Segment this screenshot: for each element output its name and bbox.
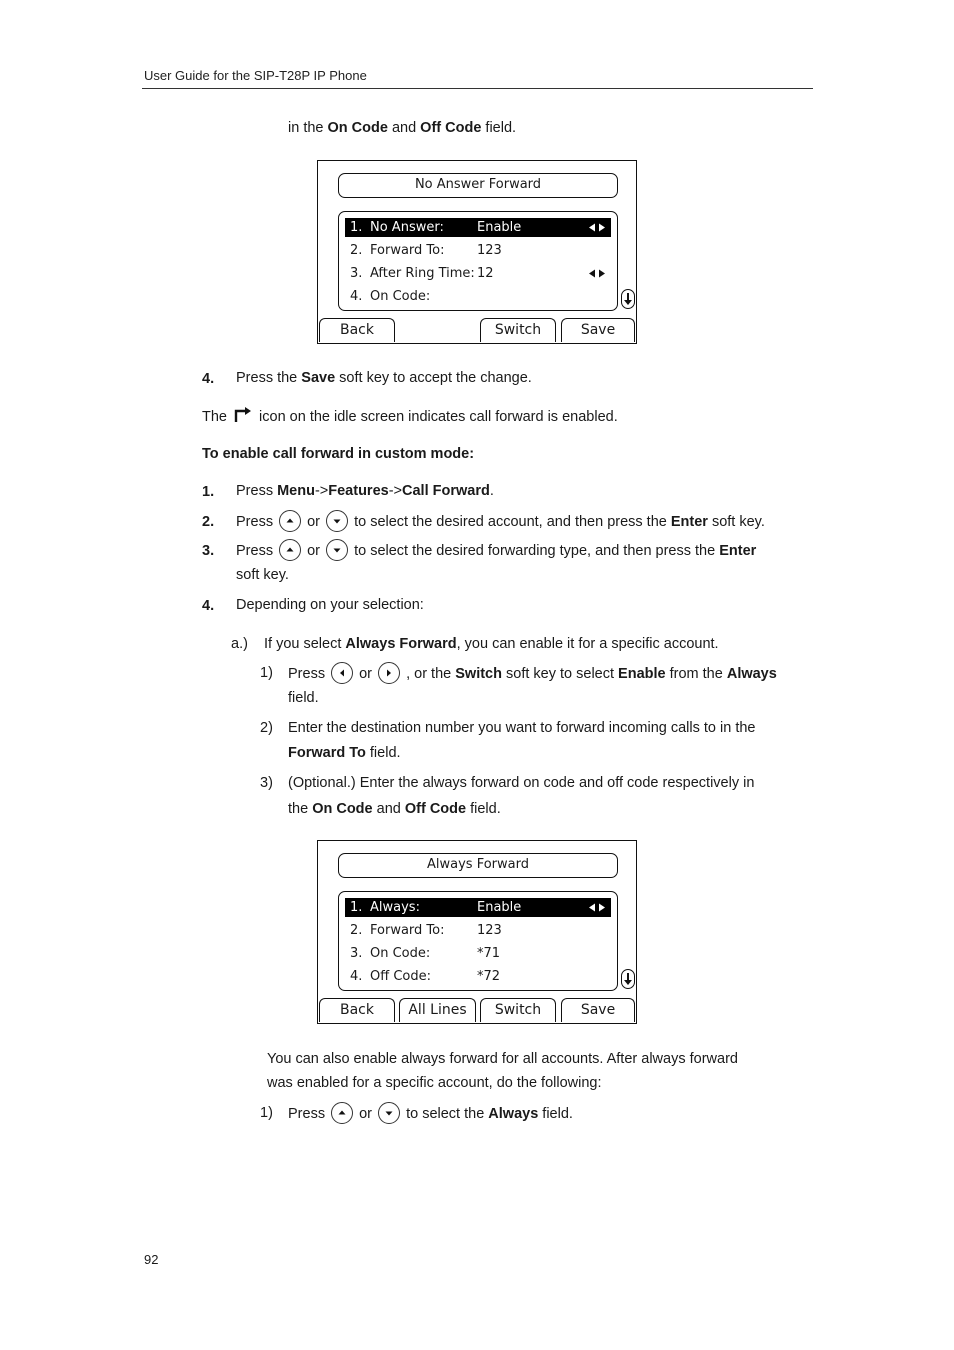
- step-save-text: [236, 368, 532, 388]
- back-softkey[interactable]: Back: [319, 998, 395, 1022]
- sub-a-step-3: (Optional.) Enter the always forward on code and off code respectively in: [288, 775, 755, 791]
- row-label: Forward To:: [370, 923, 445, 938]
- row-label: After Ring Time:: [370, 266, 475, 281]
- row-number: 3.: [350, 946, 363, 961]
- header-rule: [142, 88, 813, 89]
- text: soft key to select: [501, 665, 619, 682]
- row-number: 4.: [350, 289, 363, 304]
- text: If you select: [264, 636, 346, 652]
- all-lines-softkey[interactable]: All Lines: [399, 998, 476, 1022]
- custom-step-1: [236, 481, 494, 501]
- text: soft key.: [707, 513, 765, 530]
- text: and: [387, 120, 421, 136]
- all-accounts-line-1: You can also enable always forward for all accounts. After always forward: [267, 1051, 738, 1067]
- switch-softkey[interactable]: Switch: [480, 998, 556, 1022]
- list-item: [345, 218, 611, 237]
- text: from the: [665, 665, 727, 682]
- step-number: 1): [260, 665, 273, 681]
- left-right-arrows-icon: [587, 264, 607, 289]
- oncode-line: [288, 118, 516, 138]
- always-forward-term: Always Forward: [345, 636, 457, 652]
- enable-term: Enable: [618, 665, 666, 682]
- left-right-arrows-icon: [587, 898, 607, 923]
- save-key-term: Save: [301, 370, 336, 386]
- row-value: Enable: [477, 900, 522, 915]
- save-softkey[interactable]: Save: [561, 318, 635, 342]
- all-accounts-line-2: was enabled for a specific account, do the following:: [267, 1075, 602, 1091]
- custom-step-3-cont: soft key.: [236, 567, 289, 583]
- row-number: 2.: [350, 923, 363, 938]
- row-label: On Code:: [370, 289, 431, 304]
- custom-step-2: [236, 511, 765, 533]
- final-step: [288, 1103, 573, 1125]
- custom-mode-heading: To enable call forward in custom mode:: [202, 446, 475, 462]
- menu-term: Menu: [277, 483, 315, 499]
- row-value: *72: [477, 969, 501, 984]
- switch-softkey[interactable]: Switch: [480, 318, 556, 342]
- text: or: [303, 513, 325, 530]
- row-number: 1.: [350, 900, 363, 915]
- step-number: 3.: [202, 543, 215, 559]
- text: , you can enable it for a specific account.: [456, 636, 719, 652]
- text: and: [372, 801, 405, 817]
- text: field.: [466, 801, 501, 817]
- page-header-title: User Guide for the SIP-T28P IP Phone: [144, 68, 367, 83]
- custom-step-3: [236, 540, 756, 562]
- row-number: 2.: [350, 243, 363, 258]
- list-item: [345, 287, 611, 306]
- text: to select the desired account, and then press the: [350, 513, 671, 530]
- sub-a-step-2: Enter the destination number you want to forward incoming calls to in the: [288, 720, 756, 736]
- list-item: [345, 944, 611, 963]
- enter-key-term: Enter: [670, 513, 708, 530]
- phone-screen-always-forward: [317, 840, 637, 1024]
- text: Press: [236, 513, 278, 530]
- enter-key-term: Enter: [719, 542, 757, 559]
- phone-screen-no-answer-forward: [317, 160, 637, 344]
- scroll-down-icon: [621, 289, 635, 309]
- row-label: Off Code:: [370, 969, 431, 984]
- sub-a-text: [264, 634, 719, 654]
- down-key-icon: [326, 510, 348, 532]
- row-number: 3.: [350, 266, 363, 281]
- up-key-icon: [279, 510, 301, 532]
- always-term: Always: [488, 1105, 539, 1122]
- row-label: Forward To:: [370, 243, 445, 258]
- text: , or the: [402, 665, 456, 682]
- text: or: [355, 1105, 377, 1122]
- text: icon on the idle screen indicates call forward is enabled.: [255, 409, 618, 425]
- always-term: Always: [726, 665, 777, 682]
- text: or: [303, 542, 325, 559]
- text: in the: [288, 120, 328, 136]
- up-key-icon: [331, 1102, 353, 1124]
- row-label: No Answer:: [370, 220, 444, 235]
- forward-to-term: Forward To: [288, 745, 366, 761]
- step-number: 3): [260, 775, 273, 791]
- on-code-term: On Code: [327, 120, 388, 136]
- list-item: [345, 241, 611, 260]
- step-number: 1): [260, 1105, 273, 1121]
- on-code-term: On Code: [312, 801, 373, 817]
- list-item: [345, 264, 611, 283]
- text: field.: [481, 120, 517, 136]
- step-number: 4.: [202, 598, 215, 614]
- row-label: Always:: [370, 900, 420, 915]
- list-item: [345, 967, 611, 986]
- step-number: 2): [260, 720, 273, 736]
- features-term: Features: [328, 483, 389, 499]
- text: or: [355, 665, 377, 682]
- scroll-down-icon: [621, 969, 635, 989]
- page-number: 92: [144, 1252, 159, 1267]
- row-value: Enable: [477, 220, 522, 235]
- text: Press: [288, 1105, 330, 1122]
- text: ->: [388, 483, 402, 499]
- back-softkey[interactable]: Back: [319, 318, 395, 342]
- call-forward-icon: [234, 407, 252, 423]
- call-forward-term: Call Forward: [402, 483, 490, 499]
- down-key-icon: [378, 1102, 400, 1124]
- step-number: 1.: [202, 484, 215, 500]
- list-item: [345, 921, 611, 940]
- sub-label: a.): [231, 636, 248, 652]
- step-number: 2.: [202, 514, 215, 530]
- down-key-icon: [326, 539, 348, 561]
- icon-note: [202, 407, 618, 427]
- text: Press: [288, 665, 330, 682]
- text: The: [202, 409, 232, 425]
- left-key-icon: [331, 662, 353, 684]
- text: ->: [314, 483, 329, 499]
- right-key-icon: [378, 662, 400, 684]
- text: field.: [538, 1105, 573, 1122]
- up-key-icon: [279, 539, 301, 561]
- sub-a-step-2-cont: [288, 743, 401, 763]
- text: the: [288, 801, 313, 817]
- screen-title: No Answer Forward: [338, 173, 618, 198]
- off-code-term: Off Code: [420, 120, 482, 136]
- row-value: 123: [477, 243, 502, 258]
- screen-list: [338, 211, 618, 311]
- text: Press: [236, 483, 278, 499]
- off-code-term: Off Code: [404, 801, 467, 817]
- row-value: 12: [477, 266, 494, 281]
- switch-term: Switch: [455, 665, 502, 682]
- row-value: *71: [477, 946, 501, 961]
- screen-title: Always Forward: [338, 853, 618, 878]
- row-number: 1.: [350, 220, 363, 235]
- save-softkey[interactable]: Save: [561, 998, 635, 1022]
- screen-list: [338, 891, 618, 991]
- text: soft key to accept the change.: [335, 370, 532, 386]
- text: to select the desired forwarding type, and then press the: [350, 542, 720, 559]
- step-number: 4.: [202, 371, 215, 387]
- text: field.: [365, 745, 401, 761]
- sub-a-step-1: [288, 663, 777, 685]
- text: Press: [236, 542, 278, 559]
- custom-step-4: Depending on your selection:: [236, 597, 424, 613]
- row-number: 4.: [350, 969, 363, 984]
- text: Press the: [236, 370, 302, 386]
- sub-a-step-3-cont: [288, 799, 501, 819]
- row-label: On Code:: [370, 946, 431, 961]
- list-item: [345, 898, 611, 917]
- text: to select the: [402, 1105, 489, 1122]
- left-right-arrows-icon: [587, 218, 607, 243]
- row-value: 123: [477, 923, 502, 938]
- text: .: [489, 483, 494, 499]
- sub-a-step-1-cont: field.: [288, 690, 319, 706]
